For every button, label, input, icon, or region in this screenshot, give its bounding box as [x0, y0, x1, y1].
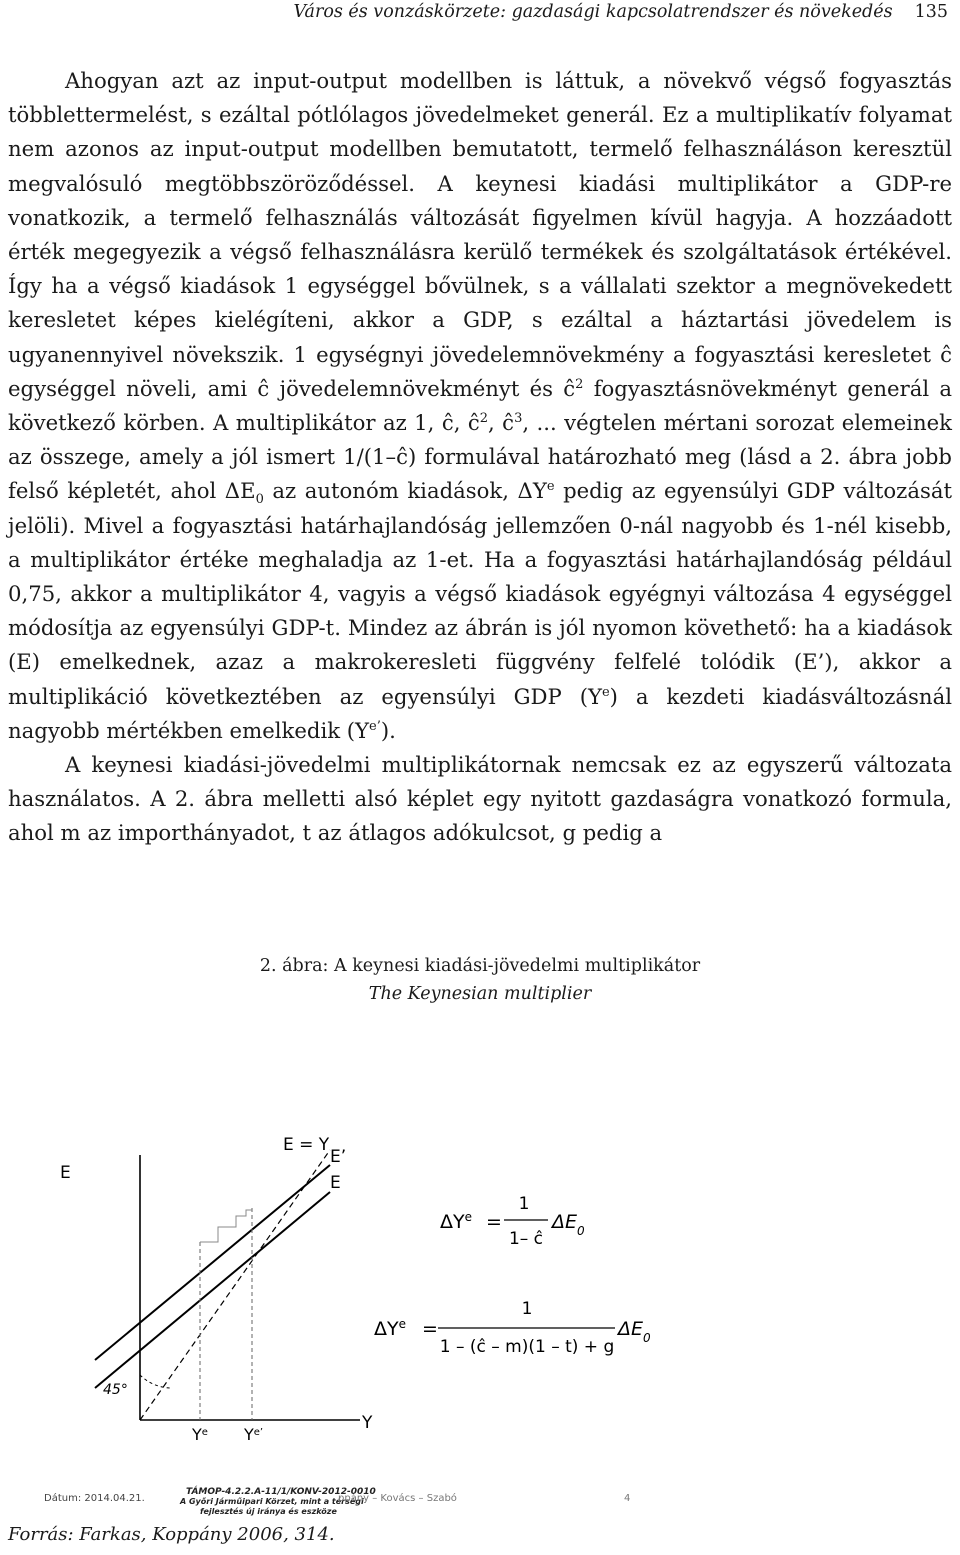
- formula2-lhs: $\Delta Y^e$: [374, 1317, 406, 1340]
- paragraph-fragment: ).: [380, 717, 396, 743]
- formula-open-economy-multiplier: [374, 1299, 651, 1357]
- line-e: [95, 1192, 330, 1388]
- line-e-prime-label: E’: [330, 1147, 347, 1167]
- paragraph-fragment: 2: [575, 376, 584, 392]
- slide-footer-project-code: TÁMOP-4.2.2.A-11/1/KONV-2012-0010: [186, 1487, 376, 1497]
- paragraph-fragment: 0: [255, 492, 264, 508]
- running-header: [0, 2, 948, 28]
- formula2-numerator: 1: [521, 1299, 533, 1319]
- body-text: [8, 64, 952, 851]
- slide-footer-project-line3: fejlesztés új iránya és eszköze: [200, 1507, 337, 1516]
- page-number: 135: [914, 2, 948, 22]
- slide-footer-project-line2: A Győri Járműipari Körzet, mint a térségi: [180, 1497, 364, 1506]
- paragraph-fragment: pedig az egyensúlyi GDP változását jelöli). Mivel a fogyasztási határhajlandóság jellemzően 0-nál nagyobb és 1-nél kisebb, a multiplikátor értéke meghaladja az 1-et. Ha a fogyasztási határhajlandóság például 0,75, akkor a multiplikátor 4, vagyis a végső kiadások egyégnyi változása 4 egységgel módosítja az egyensúlyi GDP-t. Mindez az ábrán is jól nyomon követhető: ha a kiadások (E) emelkednek, azaz a makrokeresleti függvény felfelé tolódik (E’), akkor a multiplikáció következtében az egyensúlyi GDP (Y: [8, 478, 952, 709]
- ye-label: $Y^e$: [192, 1425, 208, 1444]
- formula-simple-multiplier: [440, 1194, 585, 1249]
- formula1-numerator: 1: [518, 1194, 530, 1214]
- figure-caption-hu: 2. ábra: A keynesi kiadási-jövedelmi multiplikátor: [259, 956, 701, 976]
- slide-footer-page: 4: [624, 1493, 631, 1504]
- paragraph-fragment: e: [546, 479, 555, 495]
- figure-caption-en: The Keynesian multiplier: [368, 984, 592, 1004]
- paragraph-fragment: A keynesi kiadási-jövedelmi multiplikátornak nemcsak ez az egyszerű változata használatos. A 2. ábra melletti alsó képlet egy nyitott gazdaságra vonatkozó formula, ahol m az importhányadot, t az átlagos adókulcsot, g pedig a: [8, 752, 952, 846]
- figure-caption: [0, 952, 960, 1008]
- figure-source: Forrás: Farkas, Koppány 2006, 314.: [8, 1524, 335, 1545]
- angle-arc: [140, 1375, 172, 1388]
- formula2-rhs: $\Delta E_0$: [618, 1318, 651, 1345]
- keynesian-multiplier-figure: [0, 1120, 960, 1540]
- paragraph-fragment: e’: [369, 718, 381, 734]
- x-axis-label: Y: [362, 1413, 373, 1433]
- paragraph-fragment: fogyasztásnövekményt generál a következő körben. A multiplikátor az 1, ĉ, ĉ: [8, 375, 953, 436]
- paragraph-fragment: 3: [514, 410, 523, 426]
- slide-footer: [44, 1485, 630, 1516]
- paragraph-fragment: e: [601, 684, 610, 700]
- y-axis-label: E: [60, 1163, 71, 1183]
- figure-svg: [0, 1120, 960, 1540]
- paragraph-fragment: ) a kezdeti kiadásváltozásnál nagyobb mértékben emelkedik (Y: [8, 683, 952, 743]
- paragraph: [8, 64, 952, 748]
- formula1-denominator: 1– ĉ: [508, 1229, 544, 1249]
- paragraph-fragment: az autonóm kiadások, ΔY: [263, 478, 547, 504]
- formula1-eq: =: [486, 1211, 502, 1233]
- slide-footer-date: Dátum: 2014.04.21.: [44, 1493, 145, 1504]
- formula2-eq: =: [422, 1318, 438, 1340]
- line-e-prime: [95, 1165, 330, 1360]
- formula2-denominator: 1 – (ĉ – m)(1 – t) + g: [439, 1337, 615, 1357]
- formula1-lhs: $\Delta Y^e$: [440, 1210, 472, 1233]
- ye-prime-label: $Y^{e’}$: [244, 1425, 264, 1444]
- line-e-label: E: [330, 1173, 341, 1193]
- line-45-degree: [140, 1150, 330, 1420]
- line-45-label: E = Y: [283, 1135, 330, 1155]
- paragraph-fragment: 2: [479, 410, 489, 426]
- angle-label: 45°: [103, 1382, 128, 1398]
- paragraph-fragment: Ahogyan azt az input-output modellben is láttuk, a növekvő végső fogyasztás többlettermelést, s ezáltal pótlólagos jövedelmeket generál. Ez a multiplikatív folyamat nem azonos az input-output modellben bemutatott, termelő felhasználáson keresztül megvalósuló megtöbbszöröződéssel. A keynesi kiadási multiplikátor a GDP-re vonatkozik, a termelő felhasználás változását figyelmen kívül hagyja. A hozzáadott érték megegyezik a végső felhasználásra kerülő termékek és szolgáltatások értékével. Így ha a végső kiadások 1 egységgel bővülnek, s a vállalati szektor a megnövekedett keresletet képes kielégíteni, akkor a GDP, s ezáltal a háztartási jövedelem is ugyanennyivel növekszik. 1 egységnyi jövedelemnövekmény a fogyasztási keresletet ĉ egységgel növeli, ami ĉ jövedelemnövekményt és ĉ: [8, 68, 952, 401]
- slide-footer-authors: ppány – Kovács – Szabó: [338, 1493, 457, 1504]
- formula1-rhs: $\Delta E_0$: [552, 1211, 585, 1238]
- paragraph-fragment: , ... végtelen mértani sorozat elemeinek az összege, amely a jól ismert 1/(1–ĉ) formulával határozható meg (lásd a 2. ábra jobb felső képletét, ahol ΔE: [8, 410, 952, 504]
- paragraph-fragment: , ĉ: [488, 410, 515, 436]
- running-title: Város és vonzáskörzete: gazdasági kapcsolatrendszer és növekedés: [293, 2, 893, 22]
- paragraph: [8, 748, 952, 851]
